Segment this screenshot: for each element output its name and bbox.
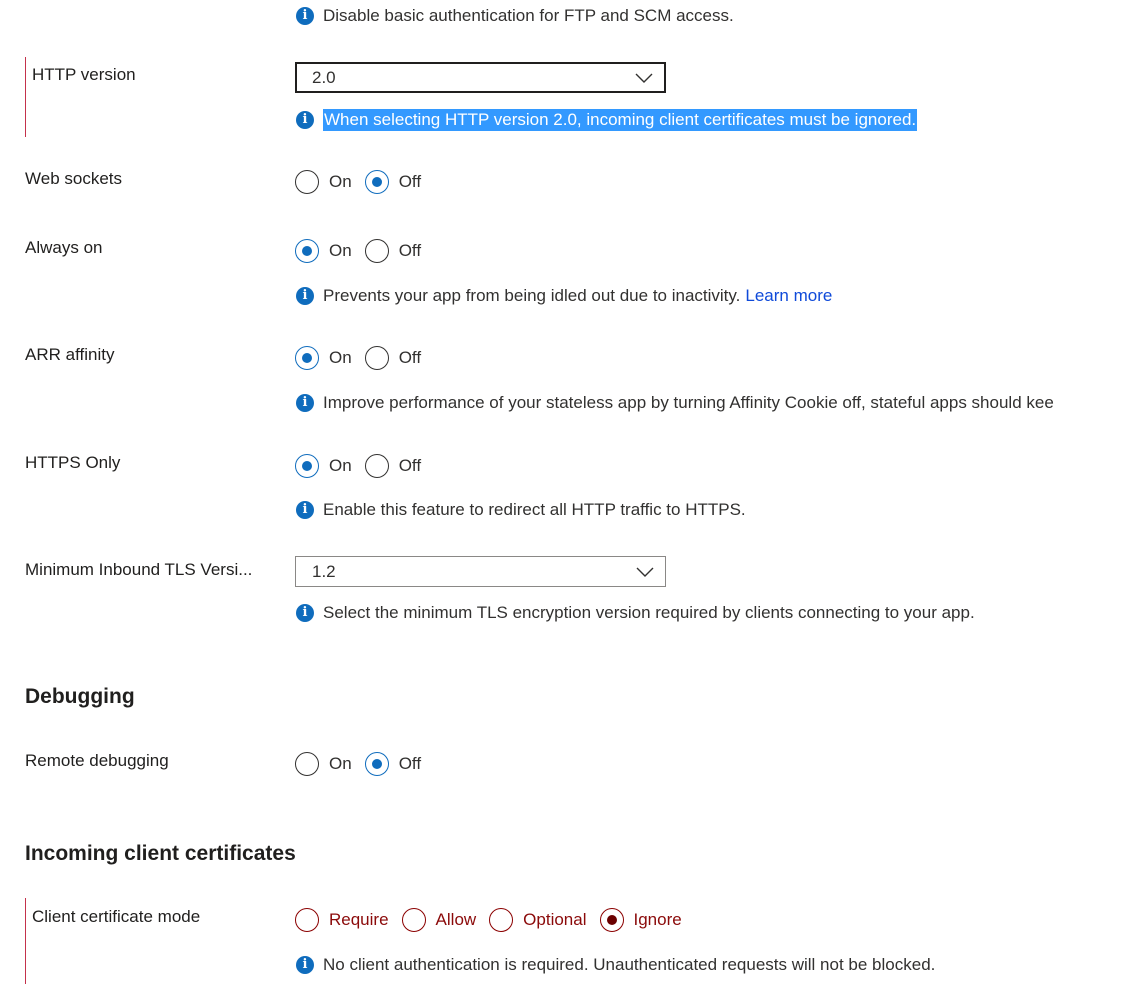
client-cert-ignore-radio[interactable] — [600, 908, 682, 932]
client-cert-optional-radio[interactable] — [489, 908, 586, 932]
info-icon: i — [296, 7, 314, 25]
radio-label: Allow — [435, 910, 477, 929]
min-tls-dropdown[interactable] — [295, 556, 666, 587]
radio-circle — [489, 908, 513, 932]
radio-circle — [365, 752, 389, 776]
http-version-value: 2.0 — [312, 67, 336, 87]
radio-circle — [365, 454, 389, 478]
info-icon: i — [296, 956, 314, 974]
http-version-label: HTTP version — [32, 65, 136, 84]
always-on-off-radio[interactable] — [365, 239, 421, 263]
remote-debugging-label: Remote debugging — [25, 751, 169, 770]
https-only-off-radio[interactable] — [365, 454, 421, 478]
info-icon: i — [296, 394, 314, 412]
remote-debugging-on-radio[interactable] — [295, 752, 352, 776]
radio-label: Require — [329, 910, 389, 929]
radio-label: On — [329, 172, 352, 191]
client-cert-info — [296, 954, 935, 976]
radio-circle — [295, 170, 319, 194]
always-on-info-text: Prevents your app from being idled out due to inactivity. — [323, 286, 741, 305]
web-sockets-off-radio[interactable] — [365, 170, 421, 194]
info-icon: i — [296, 287, 314, 305]
https-only-info-text: Enable this feature to redirect all HTTP traffic to HTTPS. — [323, 500, 746, 519]
arr-affinity-label: ARR affinity — [25, 345, 115, 364]
radio-circle — [365, 239, 389, 263]
web-sockets-label: Web sockets — [25, 169, 123, 188]
radio-circle — [295, 239, 319, 263]
always-on-radio-group — [295, 239, 434, 263]
client-cert-require-radio[interactable] — [295, 908, 389, 932]
radio-label: Off — [398, 241, 422, 260]
chevron-down-icon — [634, 72, 654, 84]
web-sockets-radio-group — [295, 170, 434, 194]
https-only-on-radio[interactable] — [295, 454, 352, 478]
radio-label: Off — [398, 754, 422, 773]
info-icon: i — [296, 501, 314, 519]
always-on-info — [296, 285, 832, 307]
radio-label: On — [329, 241, 352, 260]
info-icon: i — [296, 111, 314, 129]
radio-label: Optional — [523, 910, 587, 929]
client-cert-mode-radio-group — [295, 908, 695, 932]
info-icon: i — [296, 604, 314, 622]
remote-debugging-radio-group — [295, 752, 434, 776]
web-sockets-on-radio[interactable] — [295, 170, 352, 194]
radio-circle — [295, 454, 319, 478]
http-version-dropdown[interactable] — [295, 62, 666, 93]
https-only-label: HTTPS Only — [25, 453, 121, 472]
min-tls-value: 1.2 — [312, 561, 336, 581]
arr-affinity-info — [296, 392, 1137, 414]
debugging-heading: Debugging — [25, 685, 135, 708]
chevron-down-icon — [635, 566, 655, 578]
radio-label: On — [329, 456, 352, 475]
https-only-info — [296, 499, 746, 521]
radio-label: Off — [398, 172, 422, 191]
client-cert-info-text: No client authentication is required. Unauthenticated requests will not be blocked. — [323, 955, 936, 974]
radio-label: Off — [398, 348, 422, 367]
learn-more-link[interactable]: Learn more — [745, 286, 833, 305]
radio-label: Ignore — [633, 910, 682, 929]
remote-debugging-off-radio[interactable] — [365, 752, 421, 776]
http-version-info-text: When selecting HTTP version 2.0, incoming client certificates must be ignored. — [324, 110, 917, 129]
https-only-radio-group — [295, 454, 434, 478]
min-tls-label: Minimum Inbound TLS Versi... — [25, 560, 253, 579]
radio-circle — [295, 346, 319, 370]
client-cert-allow-radio[interactable] — [402, 908, 477, 932]
http-version-info — [296, 109, 917, 131]
radio-label: Off — [398, 456, 422, 475]
always-on-label: Always on — [25, 238, 103, 257]
min-tls-info-text: Select the minimum TLS encryption version required by clients connecting to your app. — [323, 603, 975, 622]
arr-affinity-off-radio[interactable] — [365, 346, 421, 370]
radio-circle — [365, 346, 389, 370]
validation-bar — [25, 898, 26, 984]
radio-circle — [402, 908, 426, 932]
ftp-info-text: Disable basic authentication for FTP and SCM access. — [323, 6, 734, 25]
radio-label: On — [329, 348, 352, 367]
client-cert-mode-label: Client certificate mode — [32, 907, 201, 926]
client-certs-heading: Incoming client certificates — [25, 842, 296, 865]
radio-label: On — [329, 754, 352, 773]
always-on-on-radio[interactable] — [295, 239, 352, 263]
min-tls-info — [296, 602, 975, 624]
radio-circle — [365, 170, 389, 194]
ftp-info — [296, 5, 734, 27]
radio-circle — [295, 908, 319, 932]
arr-affinity-info-text: Improve performance of your stateless app by turning Affinity Cookie off, stateful apps should kee — [323, 393, 1054, 412]
radio-circle — [295, 752, 319, 776]
validation-bar — [25, 57, 26, 137]
arr-affinity-radio-group — [295, 346, 434, 370]
arr-affinity-on-radio[interactable] — [295, 346, 352, 370]
radio-circle — [600, 908, 624, 932]
